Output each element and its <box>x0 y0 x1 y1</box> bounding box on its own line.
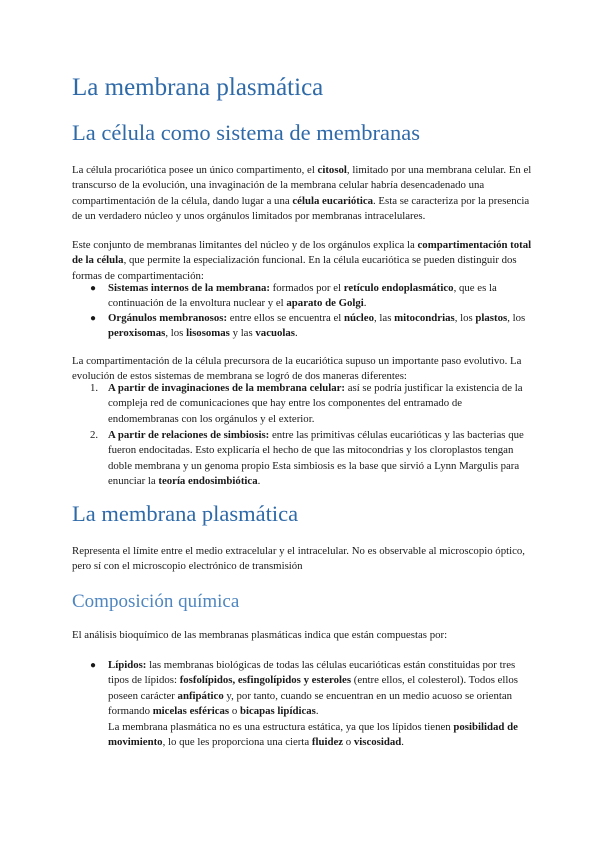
bold-term: célula eucariótica <box>292 194 374 207</box>
bold-term: fluidez <box>311 736 344 749</box>
bullet-marker: ● <box>90 660 97 671</box>
bold-term: bicapas lipídicas <box>239 705 316 718</box>
bold-term: Sistemas internos de la membrana: <box>108 282 270 294</box>
bold-term: compartimentación total de la célula <box>72 239 532 267</box>
bold-term: Orgánulos membranosos: <box>108 312 228 324</box>
bold-term: Lípidos: <box>108 659 147 671</box>
bold-term: peroxisomas <box>108 327 166 340</box>
bullet-marker: ● <box>90 283 97 294</box>
bold-term: teoría endosimbiótica <box>158 475 258 488</box>
bold-term: A partir de relaciones de simbiosis: <box>108 429 270 441</box>
list-item-invaginations: A partir de invaginaciones de la membrana celular: así se podría justificar la existencia de la compleja red de comunicaciones que hay entre los componentes del entramado de endomembranas con los orgánulos y el exterior. <box>108 382 523 425</box>
paragraph-definition: Representa el límite entre el medio extracelular y el intracelular. No es observable al microscopio óptico, pero sí con el microscopio electrónico de transmisión <box>72 545 525 573</box>
bold-term: viscosidad <box>353 736 402 749</box>
bold-term: aparato de Golgi <box>286 297 364 310</box>
bold-term: anfipático <box>177 689 224 702</box>
list-item-lipids: Lípidos: las membranas biológicas de todas las células eucarióticas están constituidas por tres tipos de lípidos: fosfolípidos, esfingolípidos y esteroles (entre ellos, el colesterol). Todos ellos poseen carácter anfipático y, por tanto, cuando se encuentran en un medio acuoso se orientan formando micelas esféricas o bicapas lipídicas. La membrana plasmática no es una estructura estática, ya que los lípidos tienen posibilidad de movimiento, lo que les proporciona una cierta fluidez o viscosidad. <box>108 659 519 749</box>
paragraph-composition-intro: El análisis bioquímico de las membranas plasmáticas indica que están compuestas por: <box>72 629 448 641</box>
bold-term: lisosomas <box>186 327 230 340</box>
paragraph-prokaryotic-cell: La célula procariótica posee un único compartimento, el citosol, limitado por una membrana celular. En el transcurso de la evolución, una invaginación de la membrana celular habría desencadenado una compartimentación de la célula, dando lugar a una célula eucariótica. Esta se caracteriza por la presencia de un verdadero núcleo y unos orgánulos limitados por membranas intracelulares. <box>72 164 532 223</box>
bold-term: A partir de invaginaciones de la membrana celular: <box>108 382 346 394</box>
list-number: 2. <box>90 429 99 441</box>
document-title: La membrana plasmática <box>72 74 324 101</box>
bold-term: citosol <box>317 164 347 176</box>
bullet-marker: ● <box>90 313 97 324</box>
list-item-internal-systems: Sistemas internos de la membrana: formados por el retículo endoplasmático, que es la continuación de la envoltura nuclear y el aparato de Golgi. <box>108 282 497 310</box>
subheading-chemical-composition: Composición química <box>72 591 240 612</box>
list-item-organelles: Orgánulos membranosos: entre ellos se encuentra el núcleo, las mitocondrias, los plastos, los peroxisomas, los lisosomas y las vacuolas. <box>108 312 526 340</box>
bold-term: posibilidad de movimiento <box>108 720 518 749</box>
list-item-symbiosis: A partir de relaciones de simbiosis: entre las primitivas células eucarióticas y las bacterias que fueron endocitadas. Esto explicaría el hecho de que las mitocondrias y los cloroplastos tengan doble membrana y un genoma propio Esta simbiosis es la base que sirvió a Lynn Margulis para enunciar la teoría endosimbiótica. <box>108 429 524 488</box>
bold-term: fosfolípidos, esfingolípidos y esteroles <box>179 674 352 687</box>
bold-term: mitocondrias <box>394 312 455 324</box>
bold-term: retículo endoplasmático <box>343 282 454 294</box>
list-number: 1. <box>90 382 99 394</box>
paragraph-evolution: La compartimentación de la célula precursora de la eucariótica supuso un importante paso evolutivo. La evolución de estos sistemas de membrana se logró de dos maneras diferentes: <box>72 355 522 383</box>
bold-term: micelas esféricas <box>152 705 230 718</box>
section-heading-plasma-membrane: La membrana plasmática <box>72 501 299 526</box>
bold-term: núcleo <box>344 312 374 324</box>
bold-term: plastos <box>475 312 508 324</box>
section-heading-membrane-system: La célula como sistema de membranas <box>72 120 420 145</box>
paragraph-compartmentation: Este conjunto de membranas limitantes del núcleo y de los orgánulos explica la compartimentación total de la célula, que permite la especialización funcional. En la célula eucariótica se pueden distinguir dos formas de compartimentación: <box>72 239 532 282</box>
bold-term: vacuolas <box>255 327 295 340</box>
